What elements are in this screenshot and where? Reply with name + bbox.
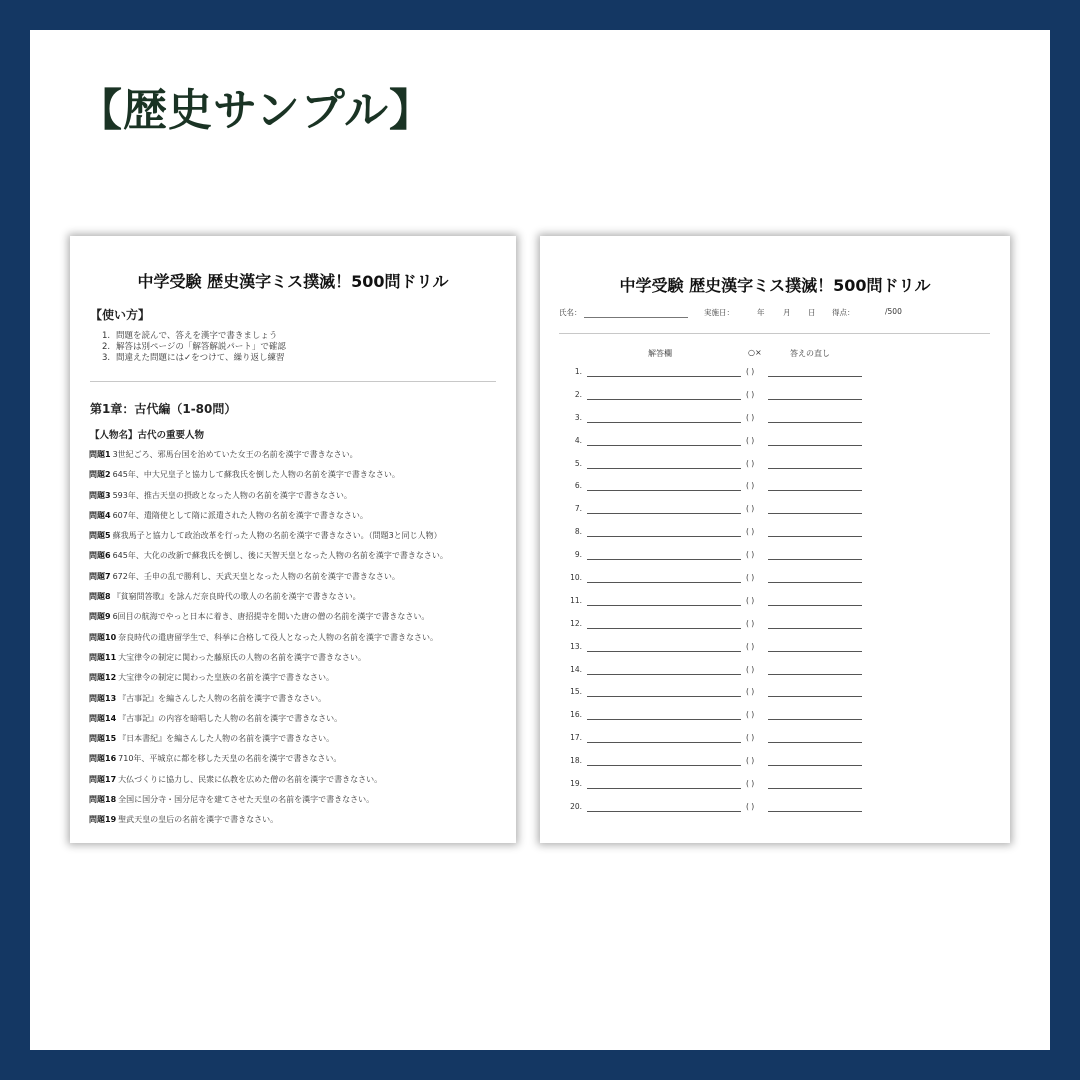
answer-line	[587, 490, 741, 491]
question-label: 問題17	[89, 774, 117, 784]
check-parentheses: ( )	[746, 710, 755, 720]
question-sheet-title: 中学受験 歴史漢字ミス撲滅！500問ドリル	[137, 272, 449, 291]
question-label: 問題3	[89, 490, 111, 500]
answer-row-number: 19.	[570, 779, 582, 789]
name-line	[584, 317, 688, 318]
answer-line	[587, 513, 741, 514]
question-text: 3世紀ごろ、邪馬台国を治めていた女王の名前を漢字で書きなさい。	[112, 450, 358, 459]
check-parentheses: ( )	[746, 504, 755, 514]
answer-line	[587, 468, 741, 469]
check-parentheses: ( )	[746, 573, 755, 583]
check-parentheses: ( )	[746, 367, 755, 376]
question-item	[89, 693, 448, 713]
answer-row	[540, 732, 1010, 755]
question-text: 607年、遣隋使として隋に派遣された人物の名前を漢字で書きなさい。	[112, 510, 368, 520]
answer-row	[540, 641, 1010, 664]
answer-row-number: 20.	[570, 801, 582, 811]
answer-line	[587, 742, 741, 743]
answer-line	[587, 696, 741, 697]
answer-line	[587, 582, 741, 583]
answer-line	[587, 605, 741, 606]
score-label: 得点：	[832, 308, 855, 317]
correction-column-header: 答えの直し	[790, 349, 830, 358]
usage-item-text: 問題を読んで、答えを漢字で書きましょう	[116, 331, 278, 341]
usage-item	[102, 331, 286, 342]
check-parentheses: ( )	[746, 595, 755, 605]
question-text: 645年、中大兄皇子と協力して蘇我氏を倒した人物の名前を漢字で書きなさい。	[112, 470, 400, 480]
question-text: 710年、平城京に都を移した天皇の名前を漢字で書きなさい。	[118, 754, 342, 764]
correction-line	[768, 445, 862, 446]
question-text: 『古事記』の内容を暗唱した人物の名前を漢字で書きなさい。	[118, 713, 343, 723]
check-parentheses: ( )	[746, 641, 755, 651]
answer-row-number: 14.	[570, 664, 582, 674]
usage-item-text: 間違えた問題には✓をつけて、繰り返し練習	[116, 353, 285, 363]
correction-line	[768, 765, 862, 766]
answer-sheet-meta	[540, 307, 1010, 321]
answer-row	[540, 778, 1010, 801]
answer-line	[587, 536, 741, 537]
question-label: 問題9	[89, 612, 111, 622]
question-text: 大宝律令の制定に関わった皇族の名前を漢字で書きなさい。	[118, 673, 335, 683]
answer-line	[587, 788, 741, 789]
answer-rows	[540, 366, 1010, 824]
question-item	[89, 571, 448, 591]
check-parentheses: ( )	[746, 756, 755, 766]
month-label: 月	[783, 308, 791, 317]
answer-row-number: 7.	[574, 504, 582, 514]
question-item	[89, 591, 448, 611]
answer-row	[540, 549, 1010, 572]
section-divider	[90, 381, 496, 382]
answer-row-number: 8.	[574, 527, 582, 537]
question-item	[89, 449, 448, 469]
answer-row	[540, 801, 1010, 824]
question-label: 問題15	[89, 734, 117, 744]
question-label: 問題8	[89, 592, 111, 602]
day-label: 日	[808, 308, 816, 317]
question-item	[89, 672, 448, 692]
correction-line	[768, 468, 862, 469]
answer-row-number: 13.	[570, 641, 582, 651]
correction-line	[768, 811, 862, 812]
question-item	[89, 510, 448, 530]
answer-line	[587, 628, 741, 629]
question-label: 問題13	[89, 693, 117, 703]
usage-list	[102, 331, 286, 364]
question-text: 645年、大化の改新で蘇我氏を倒し、後に天智天皇となった人物の名前を漢字で書きなさい。	[112, 551, 448, 561]
usage-item-number: 1.	[102, 331, 111, 341]
answer-row	[540, 686, 1010, 709]
answer-row	[540, 480, 1010, 503]
correction-line	[768, 742, 862, 743]
answer-column-header: 解答欄	[648, 349, 672, 358]
question-item	[89, 632, 448, 652]
score-total: /500	[885, 307, 902, 316]
answer-row-number: 5.	[574, 458, 582, 468]
question-label: 問題4	[89, 510, 111, 520]
question-text: 『日本書紀』を編さんした人物の名前を漢字で書きなさい。	[118, 734, 335, 744]
correction-line	[768, 376, 862, 377]
year-label: 年	[757, 308, 765, 317]
usage-item	[102, 353, 286, 364]
check-parentheses: ( )	[746, 801, 755, 811]
answer-row	[540, 755, 1010, 778]
question-item	[89, 814, 448, 834]
answer-line	[587, 559, 741, 560]
question-text: 大仏づくりに協力し、民衆に仏教を広めた僧の名前を漢字で書きなさい。	[118, 774, 383, 784]
correction-line	[768, 490, 862, 491]
answer-row-number: 1.	[574, 367, 582, 376]
question-list	[89, 449, 448, 835]
question-text: 6回目の航海でやっと日本に着き、唐招提寺を開いた唐の僧の名前を漢字で書きなさい。	[112, 612, 430, 622]
question-label: 問題18	[89, 795, 117, 805]
question-sheet	[70, 236, 516, 843]
question-label: 問題6	[89, 551, 111, 561]
answer-line	[587, 445, 741, 446]
answer-row	[540, 595, 1010, 618]
usage-item-number: 3.	[102, 353, 111, 363]
check-parentheses: ( )	[746, 458, 755, 468]
answer-line	[587, 719, 741, 720]
answer-row-number: 11.	[570, 595, 582, 605]
answer-row	[540, 664, 1010, 687]
question-text: 『古事記』を編さんした人物の名前を漢字で書きなさい。	[118, 693, 327, 703]
answer-row	[540, 709, 1010, 732]
correction-line	[768, 674, 862, 675]
question-text: 672年、壬申の乱で勝利し、天武天皇となった人物の名前を漢字で書きなさい。	[112, 571, 400, 581]
answer-row	[540, 389, 1010, 412]
answer-row	[540, 526, 1010, 549]
question-text: 大宝律令の制定に関わった藤原氏の人物の名前を漢字で書きなさい。	[118, 652, 367, 662]
question-text: 全国に国分寺・国分尼寺を建てさせた天皇の名前を漢字で書きなさい。	[118, 795, 375, 805]
usage-item-number: 2.	[102, 342, 111, 352]
correction-line	[768, 651, 862, 652]
answer-row-number: 17.	[570, 733, 582, 743]
answer-row	[540, 572, 1010, 595]
name-label: 氏名：	[559, 308, 582, 317]
answer-line	[587, 651, 741, 652]
correction-line	[768, 605, 862, 606]
question-label: 問題2	[89, 470, 111, 480]
check-parentheses: ( )	[746, 550, 755, 560]
question-item	[89, 530, 448, 550]
answer-sheet-title: 中学受験 歴史漢字ミス撲滅！500問ドリル	[619, 276, 931, 295]
question-label: 問題14	[89, 713, 117, 723]
answer-divider	[559, 333, 990, 334]
correction-line	[768, 582, 862, 583]
answer-row	[540, 412, 1010, 435]
correction-line	[768, 422, 862, 423]
question-text: 『貧窮問答歌』を詠んだ奈良時代の歌人の名前を漢字で書きなさい。	[112, 592, 361, 602]
check-column-header: ○×	[748, 348, 762, 357]
section-heading: 【人物名】古代の重要人物	[90, 430, 205, 441]
answer-row-number: 16.	[570, 710, 582, 720]
question-item	[89, 774, 448, 794]
answer-row	[540, 458, 1010, 481]
usage-heading: 【使い方】	[90, 308, 151, 322]
question-label: 問題19	[89, 815, 117, 825]
answer-row-number: 4.	[574, 435, 582, 445]
question-item	[89, 611, 448, 631]
question-label: 問題5	[89, 531, 111, 541]
answer-row-number: 3.	[574, 412, 582, 422]
correction-line	[768, 536, 862, 537]
answer-row-number: 12.	[570, 618, 582, 628]
check-parentheses: ( )	[746, 412, 755, 422]
answer-row-number: 18.	[570, 756, 582, 766]
question-text: 聖武天皇の皇后の名前を漢字で書きなさい。	[118, 815, 279, 825]
usage-item	[102, 342, 286, 353]
question-label: 問題7	[89, 571, 111, 581]
check-parentheses: ( )	[746, 527, 755, 537]
question-label: 問題1	[89, 450, 111, 459]
correction-line	[768, 788, 862, 789]
question-label: 問題12	[89, 673, 117, 683]
answer-line	[587, 422, 741, 423]
check-parentheses: ( )	[746, 389, 755, 399]
correction-line	[768, 399, 862, 400]
question-item	[89, 490, 448, 510]
check-parentheses: ( )	[746, 733, 755, 743]
check-parentheses: ( )	[746, 618, 755, 628]
answer-line	[587, 674, 741, 675]
check-parentheses: ( )	[746, 664, 755, 674]
question-item	[89, 550, 448, 570]
question-item	[89, 713, 448, 733]
chapter-heading: 第1章：古代編（1-80問）	[90, 402, 237, 416]
correction-line	[768, 559, 862, 560]
question-item	[89, 733, 448, 753]
question-text: 奈良時代の遣唐留学生で、科挙に合格して役人となった人物の名前を漢字で書きなさい。	[118, 632, 438, 642]
answer-row	[540, 618, 1010, 641]
answer-line	[587, 376, 741, 377]
usage-item-text: 解答は別ページの「解答解説パート」で確認	[116, 342, 286, 352]
question-label: 問題16	[89, 754, 117, 764]
question-label: 問題10	[89, 632, 117, 642]
correction-line	[768, 719, 862, 720]
check-parentheses: ( )	[746, 687, 755, 697]
answer-line	[587, 765, 741, 766]
answer-row-number: 2.	[574, 389, 582, 399]
check-parentheses: ( )	[746, 779, 755, 789]
correction-line	[768, 696, 862, 697]
question-item	[89, 652, 448, 672]
answer-line	[587, 399, 741, 400]
correction-line	[768, 628, 862, 629]
answer-row	[540, 366, 1010, 389]
question-label: 問題11	[89, 652, 117, 662]
question-text: 蘇我馬子と協力して政治改革を行った人物の名前を漢字で書きなさい。（問題3と同じ人物）	[112, 531, 442, 541]
question-item	[89, 753, 448, 773]
answer-row-number: 15.	[570, 687, 582, 697]
question-item	[89, 794, 448, 814]
page-heading: 【歴史サンプル】	[78, 85, 435, 136]
answer-line	[587, 811, 741, 812]
date-label: 実施日：	[704, 308, 734, 317]
check-parentheses: ( )	[746, 481, 755, 491]
question-item	[89, 469, 448, 489]
answer-row	[540, 503, 1010, 526]
answer-sheet	[540, 236, 1010, 843]
answer-row	[540, 435, 1010, 458]
content-panel	[30, 30, 1050, 1050]
answer-row-number: 10.	[570, 573, 582, 583]
answer-row-number: 6.	[574, 481, 582, 491]
check-parentheses: ( )	[746, 435, 755, 445]
correction-line	[768, 513, 862, 514]
question-text: 593年、推古天皇の摂政となった人物の名前を漢字で書きなさい。	[112, 490, 352, 500]
answer-row-number: 9.	[574, 550, 582, 560]
